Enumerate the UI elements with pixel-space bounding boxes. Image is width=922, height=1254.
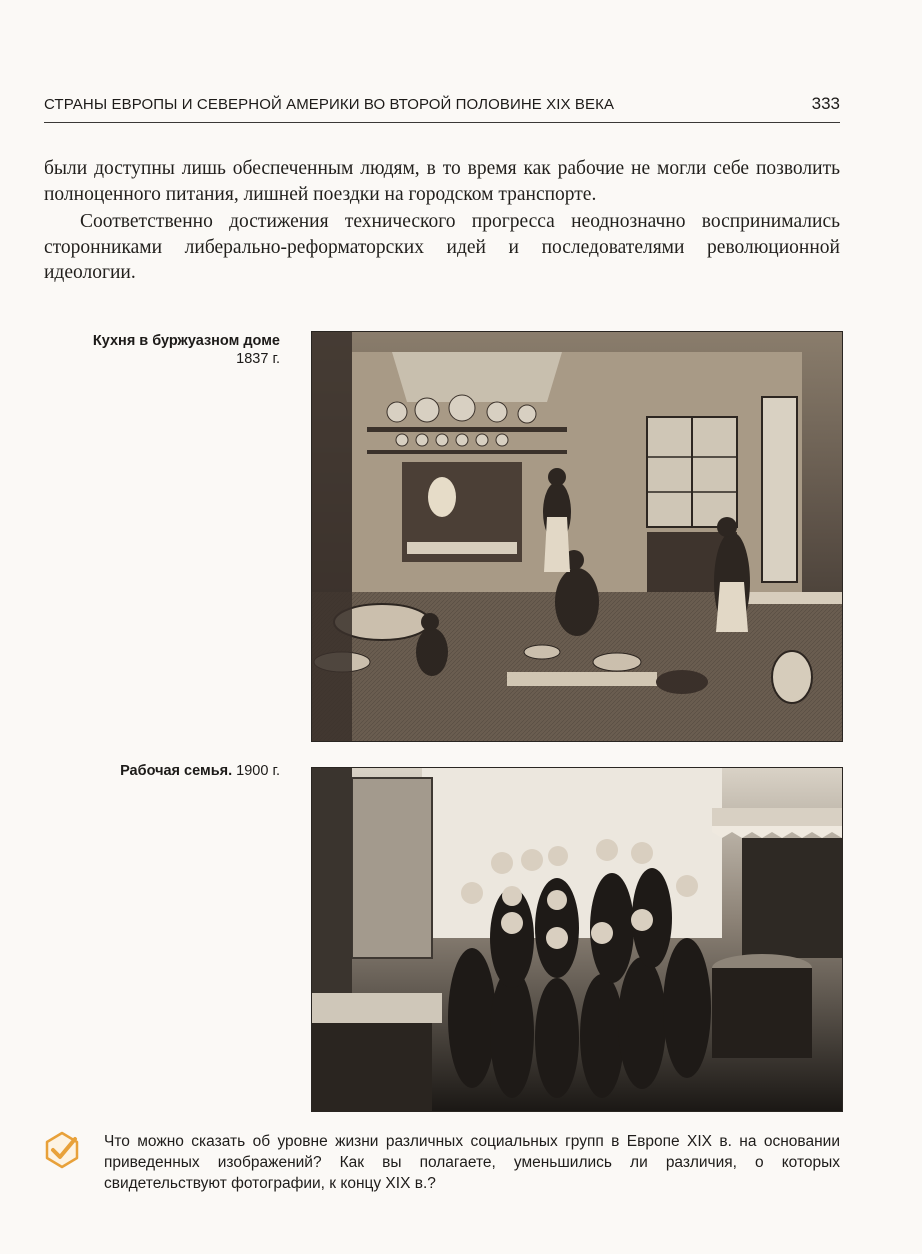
page-number: 333	[811, 94, 840, 113]
kitchen-engraving-image	[311, 331, 843, 742]
working-family-photo	[311, 767, 843, 1112]
paragraph-1: были доступны лишь обеспеченным людям, в то время как рабочие не могли себе позволить полноценного питания, лишней поездки на городском транспорте.	[44, 158, 840, 205]
question-text: Что можно сказать об уровне жизни различных социальных групп в Европе XIX в. на основании приведенных изображений? Как вы полагаете, уменьшились ли различия, о которых свидетельствуют фотографии, к концу XIX в.?	[104, 1133, 840, 1192]
caption-title: Рабочая семья.	[120, 763, 233, 779]
checkmark-icon	[42, 1130, 82, 1170]
running-header	[44, 94, 840, 123]
paragraph-2: Соответственно достижения технического прогресса неоднозначно воспринимались сторонниками либерально-реформаторских идей и последователями революционной идеологии.	[44, 211, 840, 283]
body-text	[44, 156, 840, 286]
caption-year: 1837 г.	[236, 351, 280, 367]
figure-caption-kitchen	[40, 332, 280, 368]
chapter-title: СТРАНЫ ЕВРОПЫ И СЕВЕРНОЙ АМЕРИКИ ВО ВТОРОЙ ПОЛОВИНЕ XIX ВЕКА	[44, 96, 615, 113]
caption-title: Кухня в буржуазном доме	[92, 333, 280, 349]
figure-caption-family	[20, 762, 280, 780]
caption-year: 1900 г.	[236, 763, 280, 779]
